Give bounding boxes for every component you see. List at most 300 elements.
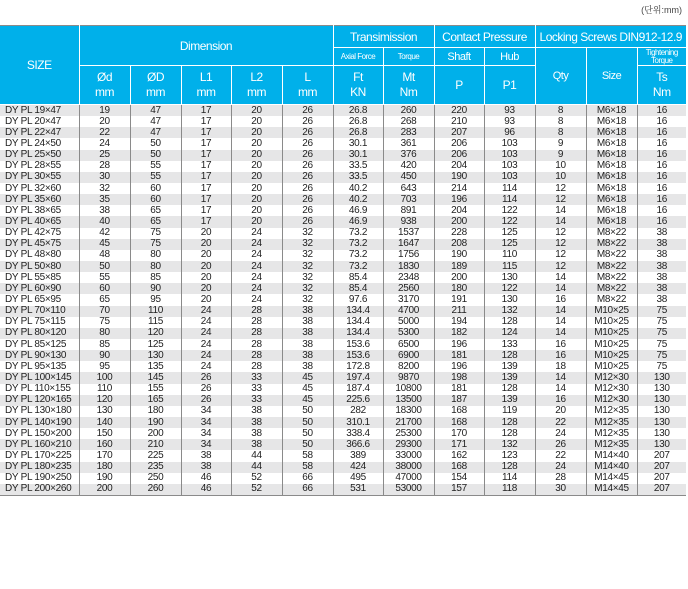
cell-screw-size: M6×18 <box>586 116 637 127</box>
cell-Ft: 134.4 <box>333 306 383 317</box>
sym-d: Ød <box>96 70 112 84</box>
cell-L1: 17 <box>181 138 231 149</box>
header-L <box>282 66 333 105</box>
cell-Ts: 130 <box>637 384 686 395</box>
cell-Ts: 130 <box>637 395 686 406</box>
table-row <box>0 161 686 172</box>
cell-Mt: 2348 <box>383 272 434 283</box>
header-L1 <box>181 66 231 105</box>
cell-D: 135 <box>130 361 181 372</box>
cell-qty: 14 <box>535 384 586 395</box>
cell-P1: 110 <box>484 250 535 261</box>
unit-d: mm <box>95 85 114 99</box>
cell-Ft: 73.2 <box>333 239 383 250</box>
cell-qty: 12 <box>535 228 586 239</box>
cell-P: 191 <box>434 294 484 305</box>
cell-P: 204 <box>434 161 484 172</box>
cell-L: 45 <box>282 395 333 406</box>
cell-L: 66 <box>282 473 333 484</box>
cell-P1: 139 <box>484 361 535 372</box>
cell-P: 182 <box>434 328 484 339</box>
cell-L2: 20 <box>231 194 282 205</box>
table-row <box>0 484 686 496</box>
cell-Ft: 197.4 <box>333 372 383 383</box>
cell-Ft: 225.6 <box>333 395 383 406</box>
cell-L1: 17 <box>181 116 231 127</box>
cell-P1: 96 <box>484 127 535 138</box>
cell-d: 85 <box>79 339 130 350</box>
header-size: SIZE <box>0 26 79 105</box>
cell-D: 60 <box>130 194 181 205</box>
cell-P1: 122 <box>484 283 535 294</box>
cell-L1: 20 <box>181 250 231 261</box>
cell-Ft: 33.5 <box>333 161 383 172</box>
cell-L1: 26 <box>181 395 231 406</box>
cell-screw-size: M14×40 <box>586 462 637 473</box>
cell-D: 115 <box>130 317 181 328</box>
header-Mt <box>383 66 434 105</box>
cell-L2: 28 <box>231 306 282 317</box>
cell-size: DY PL 85×125 <box>0 339 79 350</box>
cell-L: 50 <box>282 439 333 450</box>
cell-P1: 114 <box>484 473 535 484</box>
table-row <box>0 294 686 305</box>
cell-Ts: 38 <box>637 294 686 305</box>
cell-D: 60 <box>130 183 181 194</box>
cell-L1: 24 <box>181 306 231 317</box>
cell-Ft: 338.4 <box>333 428 383 439</box>
cell-Ts: 38 <box>637 272 686 283</box>
table-row <box>0 306 686 317</box>
cell-size: DY PL 80×120 <box>0 328 79 339</box>
cell-d: 22 <box>79 127 130 138</box>
cell-qty: 12 <box>535 261 586 272</box>
cell-Ft: 30.1 <box>333 150 383 161</box>
cell-P1: 130 <box>484 294 535 305</box>
cell-P1: 93 <box>484 116 535 127</box>
cell-Mt: 25300 <box>383 428 434 439</box>
table-body <box>0 105 686 496</box>
tightening-label-1: Tightening <box>645 47 678 57</box>
cell-L1: 24 <box>181 361 231 372</box>
cell-D: 190 <box>130 417 181 428</box>
cell-L1: 17 <box>181 205 231 216</box>
cell-D: 200 <box>130 428 181 439</box>
cell-P1: 114 <box>484 194 535 205</box>
cell-Mt: 10800 <box>383 384 434 395</box>
cell-L1: 24 <box>181 317 231 328</box>
cell-qty: 22 <box>535 450 586 461</box>
cell-Mt: 2560 <box>383 283 434 294</box>
cell-d: 55 <box>79 272 130 283</box>
cell-d: 38 <box>79 205 130 216</box>
cell-L2: 24 <box>231 228 282 239</box>
cell-Ft: 26.8 <box>333 127 383 138</box>
cell-P1: 115 <box>484 261 535 272</box>
cell-L2: 20 <box>231 150 282 161</box>
table-row <box>0 205 686 216</box>
cell-Mt: 938 <box>383 216 434 227</box>
cell-D: 250 <box>130 473 181 484</box>
sym-Ft: Ft <box>353 70 363 84</box>
cell-Ft: 366.6 <box>333 439 383 450</box>
cell-Ts: 16 <box>637 205 686 216</box>
cell-Mt: 1647 <box>383 239 434 250</box>
cell-L2: 52 <box>231 473 282 484</box>
cell-L: 32 <box>282 261 333 272</box>
header-tightening-torque <box>637 48 686 66</box>
cell-size: DY PL 25×50 <box>0 150 79 161</box>
cell-d: 120 <box>79 395 130 406</box>
cell-Ts: 38 <box>637 228 686 239</box>
cell-P1: 125 <box>484 228 535 239</box>
cell-screw-size: M6×18 <box>586 183 637 194</box>
cell-d: 24 <box>79 138 130 149</box>
cell-qty: 10 <box>535 172 586 183</box>
cell-qty: 9 <box>535 138 586 149</box>
cell-P1: 122 <box>484 216 535 227</box>
cell-d: 60 <box>79 283 130 294</box>
cell-D: 155 <box>130 384 181 395</box>
cell-d: 65 <box>79 294 130 305</box>
cell-d: 35 <box>79 194 130 205</box>
cell-Ts: 75 <box>637 306 686 317</box>
cell-D: 235 <box>130 462 181 473</box>
table-row <box>0 228 686 239</box>
cell-d: 48 <box>79 250 130 261</box>
cell-L1: 20 <box>181 294 231 305</box>
cell-size: DY PL 180×235 <box>0 462 79 473</box>
cell-d: 30 <box>79 172 130 183</box>
table-row <box>0 428 686 439</box>
cell-qty: 26 <box>535 439 586 450</box>
cell-screw-size: M12×35 <box>586 406 637 417</box>
cell-Ts: 207 <box>637 450 686 461</box>
cell-L1: 24 <box>181 350 231 361</box>
cell-qty: 14 <box>535 372 586 383</box>
cell-Ft: 310.1 <box>333 417 383 428</box>
cell-P1: 103 <box>484 138 535 149</box>
header-locking-screws: Locking Screws DIN912-12.9 <box>535 26 686 48</box>
cell-screw-size: M12×35 <box>586 428 637 439</box>
cell-screw-size: M6×18 <box>586 161 637 172</box>
table-row <box>0 216 686 227</box>
cell-P: 206 <box>434 150 484 161</box>
cell-D: 50 <box>130 138 181 149</box>
header-contact-pressure: Contact Pressure <box>434 26 535 48</box>
cell-L: 26 <box>282 194 333 205</box>
cell-L1: 34 <box>181 406 231 417</box>
cell-P1: 124 <box>484 328 535 339</box>
cell-size: DY PL 90×130 <box>0 350 79 361</box>
cell-Mt: 38000 <box>383 462 434 473</box>
cell-d: 20 <box>79 116 130 127</box>
cell-P: 168 <box>434 462 484 473</box>
unit-L2: mm <box>247 85 266 99</box>
cell-D: 120 <box>130 328 181 339</box>
cell-screw-size: M12×30 <box>586 372 637 383</box>
cell-size: DY PL 20×47 <box>0 116 79 127</box>
cell-Mt: 21700 <box>383 417 434 428</box>
cell-L2: 20 <box>231 216 282 227</box>
cell-L2: 33 <box>231 395 282 406</box>
cell-L1: 20 <box>181 228 231 239</box>
header-Ft <box>333 66 383 105</box>
sym-Ts: Ts <box>656 70 668 84</box>
table-row <box>0 283 686 294</box>
cell-Ft: 73.2 <box>333 261 383 272</box>
cell-Ts: 16 <box>637 216 686 227</box>
cell-d: 75 <box>79 317 130 328</box>
cell-Mt: 6500 <box>383 339 434 350</box>
cell-L: 38 <box>282 317 333 328</box>
cell-Ft: 172.8 <box>333 361 383 372</box>
table-row <box>0 462 686 473</box>
cell-D: 260 <box>130 484 181 496</box>
cell-Ft: 495 <box>333 473 383 484</box>
cell-L1: 34 <box>181 439 231 450</box>
cell-size: DY PL 160×210 <box>0 439 79 450</box>
header-L2 <box>231 66 282 105</box>
cell-screw-size: M10×25 <box>586 328 637 339</box>
cell-Ts: 16 <box>637 194 686 205</box>
cell-d: 70 <box>79 306 130 317</box>
cell-qty: 28 <box>535 473 586 484</box>
cell-size: DY PL 22×47 <box>0 127 79 138</box>
cell-P1: 118 <box>484 484 535 496</box>
cell-screw-size: M8×22 <box>586 272 637 283</box>
cell-L1: 26 <box>181 384 231 395</box>
cell-qty: 10 <box>535 161 586 172</box>
cell-Mt: 47000 <box>383 473 434 484</box>
cell-Ts: 75 <box>637 350 686 361</box>
table-row <box>0 372 686 383</box>
cell-Ft: 26.8 <box>333 105 383 117</box>
cell-Mt: 29300 <box>383 439 434 450</box>
table-row <box>0 361 686 372</box>
cell-P1: 132 <box>484 306 535 317</box>
cell-P1: 128 <box>484 462 535 473</box>
table-row <box>0 317 686 328</box>
header-P1: P1 <box>484 66 535 105</box>
cell-screw-size: M10×25 <box>586 350 637 361</box>
cell-P: 168 <box>434 417 484 428</box>
cell-Ft: 134.4 <box>333 317 383 328</box>
cell-screw-size: M8×22 <box>586 261 637 272</box>
table-row <box>0 239 686 250</box>
cell-qty: 8 <box>535 127 586 138</box>
cell-Mt: 376 <box>383 150 434 161</box>
cell-L1: 38 <box>181 462 231 473</box>
cell-L2: 44 <box>231 462 282 473</box>
cell-P: 181 <box>434 350 484 361</box>
cell-L: 26 <box>282 161 333 172</box>
cell-Ft: 85.4 <box>333 283 383 294</box>
cell-L2: 28 <box>231 328 282 339</box>
cell-screw-size: M14×45 <box>586 473 637 484</box>
cell-L1: 34 <box>181 428 231 439</box>
cell-P1: 133 <box>484 339 535 350</box>
cell-L2: 20 <box>231 161 282 172</box>
cell-L2: 20 <box>231 205 282 216</box>
cell-L: 32 <box>282 283 333 294</box>
cell-d: 42 <box>79 228 130 239</box>
cell-P: 157 <box>434 484 484 496</box>
spec-table <box>0 25 686 496</box>
cell-d: 80 <box>79 328 130 339</box>
cell-qty: 8 <box>535 116 586 127</box>
cell-screw-size: M14×45 <box>586 484 637 496</box>
cell-D: 47 <box>130 116 181 127</box>
cell-Mt: 5000 <box>383 317 434 328</box>
cell-size: DY PL 150×200 <box>0 428 79 439</box>
cell-qty: 14 <box>535 216 586 227</box>
cell-L: 32 <box>282 228 333 239</box>
cell-D: 65 <box>130 216 181 227</box>
cell-P: 208 <box>434 239 484 250</box>
sym-L2: L2 <box>250 70 263 84</box>
cell-D: 47 <box>130 127 181 138</box>
cell-d: 130 <box>79 406 130 417</box>
cell-D: 90 <box>130 283 181 294</box>
table-row <box>0 150 686 161</box>
cell-P1: 122 <box>484 205 535 216</box>
cell-screw-size: M6×18 <box>586 172 637 183</box>
cell-L1: 34 <box>181 417 231 428</box>
cell-Ts: 38 <box>637 283 686 294</box>
cell-Ft: 73.2 <box>333 250 383 261</box>
cell-Ft: 40.2 <box>333 194 383 205</box>
cell-P1: 139 <box>484 372 535 383</box>
cell-Ft: 153.6 <box>333 350 383 361</box>
cell-Ts: 16 <box>637 116 686 127</box>
table-row <box>0 272 686 283</box>
cell-d: 170 <box>79 450 130 461</box>
cell-screw-size: M10×25 <box>586 361 637 372</box>
table-row <box>0 328 686 339</box>
cell-P: 168 <box>434 406 484 417</box>
cell-D: 145 <box>130 372 181 383</box>
cell-screw-size: M6×18 <box>586 138 637 149</box>
cell-L: 26 <box>282 172 333 183</box>
cell-L1: 17 <box>181 127 231 138</box>
cell-L: 38 <box>282 306 333 317</box>
cell-L2: 24 <box>231 283 282 294</box>
header-screw-size: Size <box>586 48 637 105</box>
sym-L: L <box>304 70 311 84</box>
cell-size: DY PL 55×85 <box>0 272 79 283</box>
cell-Ft: 424 <box>333 462 383 473</box>
cell-Ft: 40.2 <box>333 183 383 194</box>
cell-Mt: 1830 <box>383 261 434 272</box>
cell-Mt: 6900 <box>383 350 434 361</box>
sym-Mt: Mt <box>402 70 415 84</box>
cell-D: 50 <box>130 150 181 161</box>
cell-P1: 125 <box>484 239 535 250</box>
cell-L1: 24 <box>181 339 231 350</box>
cell-Ts: 16 <box>637 127 686 138</box>
cell-qty: 14 <box>535 205 586 216</box>
cell-qty: 9 <box>535 150 586 161</box>
cell-L2: 20 <box>231 183 282 194</box>
cell-screw-size: M6×18 <box>586 216 637 227</box>
cell-L2: 52 <box>231 484 282 496</box>
sym-L1: L1 <box>199 70 213 84</box>
cell-D: 47 <box>130 105 181 117</box>
cell-L1: 17 <box>181 183 231 194</box>
cell-L: 38 <box>282 350 333 361</box>
cell-size: DY PL 100×145 <box>0 372 79 383</box>
cell-Ts: 16 <box>637 105 686 117</box>
cell-qty: 14 <box>535 283 586 294</box>
header-axial-force: Axial Force <box>333 48 383 66</box>
cell-D: 55 <box>130 161 181 172</box>
cell-screw-size: M6×18 <box>586 194 637 205</box>
cell-Mt: 420 <box>383 161 434 172</box>
cell-L: 45 <box>282 372 333 383</box>
cell-d: 95 <box>79 361 130 372</box>
cell-d: 28 <box>79 161 130 172</box>
cell-Ts: 130 <box>637 372 686 383</box>
cell-L2: 38 <box>231 417 282 428</box>
cell-d: 45 <box>79 239 130 250</box>
cell-qty: 24 <box>535 462 586 473</box>
cell-screw-size: M6×18 <box>586 127 637 138</box>
cell-d: 40 <box>79 216 130 227</box>
cell-L1: 24 <box>181 328 231 339</box>
cell-Ft: 46.9 <box>333 205 383 216</box>
cell-L2: 38 <box>231 439 282 450</box>
cell-L2: 20 <box>231 105 282 117</box>
table-row <box>0 339 686 350</box>
unit-L1: mm <box>196 85 216 99</box>
table-row <box>0 127 686 138</box>
cell-size: DY PL 42×75 <box>0 228 79 239</box>
cell-P: 181 <box>434 384 484 395</box>
cell-qty: 12 <box>535 239 586 250</box>
cell-qty: 30 <box>535 484 586 496</box>
cell-Ts: 16 <box>637 172 686 183</box>
cell-P: 200 <box>434 216 484 227</box>
cell-Ft: 97.6 <box>333 294 383 305</box>
cell-qty: 14 <box>535 306 586 317</box>
cell-Ts: 207 <box>637 473 686 484</box>
cell-screw-size: M8×22 <box>586 283 637 294</box>
cell-screw-size: M12×30 <box>586 395 637 406</box>
cell-P1: 119 <box>484 406 535 417</box>
unit-Ts: Nm <box>652 85 671 99</box>
cell-screw-size: M12×35 <box>586 417 637 428</box>
cell-L: 32 <box>282 272 333 283</box>
cell-size: DY PL 190×250 <box>0 473 79 484</box>
cell-screw-size: M12×35 <box>586 439 637 450</box>
cell-D: 80 <box>130 261 181 272</box>
cell-L2: 33 <box>231 384 282 395</box>
cell-L1: 20 <box>181 261 231 272</box>
cell-Ft: 26.8 <box>333 116 383 127</box>
cell-qty: 8 <box>535 105 586 117</box>
cell-L2: 20 <box>231 172 282 183</box>
cell-L: 26 <box>282 205 333 216</box>
cell-d: 32 <box>79 183 130 194</box>
cell-D: 225 <box>130 450 181 461</box>
cell-size: DY PL 45×75 <box>0 239 79 250</box>
cell-L2: 20 <box>231 138 282 149</box>
cell-L2: 20 <box>231 127 282 138</box>
cell-L: 58 <box>282 450 333 461</box>
cell-d: 190 <box>79 473 130 484</box>
cell-D: 130 <box>130 350 181 361</box>
